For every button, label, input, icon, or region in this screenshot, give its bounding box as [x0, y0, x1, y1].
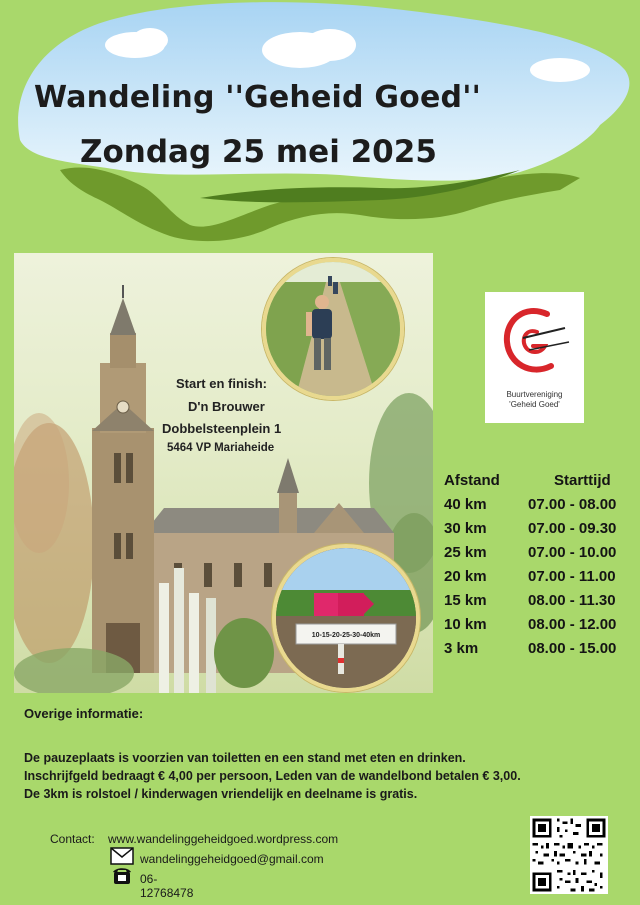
schedule-time: 08.00 - 15.00: [528, 640, 617, 657]
schedule-distance: 15 km: [444, 592, 487, 609]
schedule-header-distance: Afstand: [444, 472, 500, 489]
header-banner: [0, 0, 640, 250]
mail-icon: [110, 847, 134, 865]
schedule-distance: 20 km: [444, 568, 487, 585]
walker-photo: [262, 258, 404, 400]
event-title: Wandeling ''Geheid Goed'': [34, 80, 481, 115]
schedule-distance: 40 km: [444, 496, 487, 513]
schedule-time: 08.00 - 12.00: [528, 616, 617, 633]
route-sign-text: 10-15-20-25-30-40km: [311, 632, 381, 639]
schedule-distance: 30 km: [444, 520, 487, 537]
logo-text-line2: 'Geheid Goed': [509, 400, 560, 409]
start-street: Dobbelsteenplein 1: [162, 421, 282, 436]
schedule-distance: 25 km: [444, 544, 487, 561]
info-line: De 3km is rolstoel / kinderwagen vriendelijk en deelname is gratis.: [24, 787, 418, 801]
logo-text-line1: Buurtvereniging: [506, 390, 563, 399]
qr-code-icon: [530, 816, 608, 894]
phone-icon: [112, 866, 132, 886]
start-venue: D'n Brouwer: [188, 399, 265, 414]
info-heading: Overige informatie:: [24, 706, 144, 721]
club-logo: [485, 292, 584, 423]
route-sign-photo: [272, 544, 420, 692]
start-city: 5464 VP Mariaheide: [167, 442, 275, 454]
church-photo: [14, 253, 433, 693]
contact-label: Contact:: [50, 832, 95, 846]
schedule-time: 08.00 - 11.30: [528, 592, 616, 609]
logo-gg-icon: [485, 292, 584, 390]
start-finish-label: Start en finish:: [176, 376, 268, 391]
schedule-distance: 3 km: [444, 640, 479, 657]
info-section: [24, 706, 521, 801]
schedule-time: 07.00 - 08.00: [528, 496, 617, 513]
event-date: Zondag 25 mei 2025: [80, 134, 437, 170]
schedule-header-start-time: Starttijd: [554, 472, 611, 489]
info-line: De pauzeplaats is voorzien van toiletten en een stand met eten en drinken.: [24, 751, 466, 765]
schedule-time: 07.00 - 10.00: [528, 544, 617, 561]
schedule-time: 07.00 - 09.30: [528, 520, 617, 537]
schedule-distance: 10 km: [444, 616, 487, 633]
schedule-time: 07.00 - 11.00: [528, 568, 616, 585]
phone-number[interactable]: 06-12768478: [140, 872, 194, 900]
email-link[interactable]: wandelinggeheidgoed@gmail.com: [140, 852, 324, 866]
qr-code[interactable]: [530, 816, 608, 894]
info-line: Inschrijfgeld bedraagt € 4,00 per persoon, Leden van de wandelbond betalen € 3,00.: [24, 769, 521, 783]
website-link[interactable]: www.wandelinggeheidgoed.wordpress.com: [108, 832, 339, 846]
